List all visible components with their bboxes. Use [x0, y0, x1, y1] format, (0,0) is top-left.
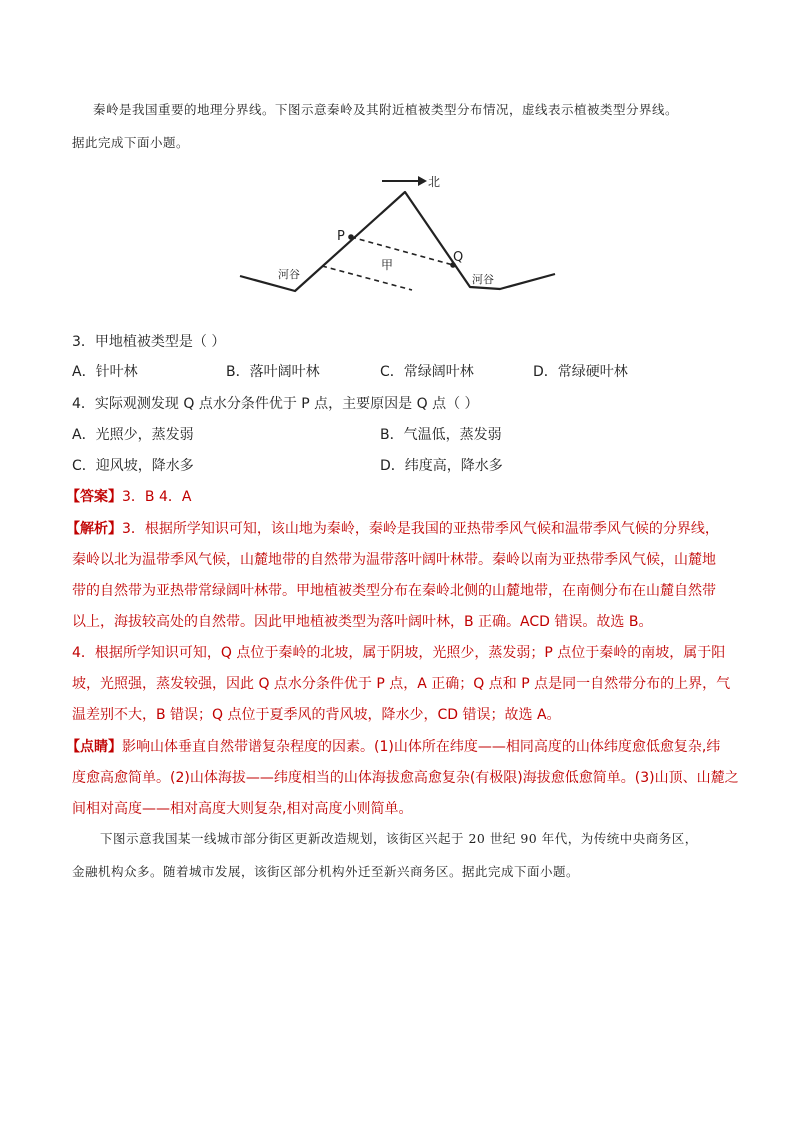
q4-option-c: C．迎风坡，降水多	[72, 458, 194, 474]
boundary-lower-dashed	[322, 266, 412, 290]
tip-text-1: 影响山体垂直自然带谱复杂程度的因素。(1)山体所在纬度——相同高度的山体纬度愈低愈复杂,纬	[122, 739, 721, 755]
answer-line	[66, 486, 191, 506]
analysis-line-7: 温差别不大，B 错误；Q 点位于夏季风的背风坡，降水少，CD 错误；故选 A。	[72, 707, 561, 723]
label-valley-right: 河谷	[472, 273, 494, 286]
q4-option-b: B．气温低，蒸发弱	[380, 427, 502, 443]
analysis-line-1	[66, 518, 719, 538]
analysis-line-3: 带的自然带为亚热带常绿阔叶林带。甲地植被类型分布在秦岭北侧的山麓地带，在南侧分布在山麓自然带	[72, 583, 716, 599]
north-label: 北	[428, 175, 441, 189]
q3-option-a: A．针叶林	[72, 364, 138, 380]
label-jia: 甲	[381, 258, 394, 272]
analysis-line-4: 以上，海拔较高处的自然带。因此甲地植被类型为落叶阔叶林，B 正确。ACD 错误。故选 B。	[72, 614, 653, 630]
analysis-line-5: 4．根据所学知识可知，Q 点位于秦岭的北坡，属于阴坡，光照少，蒸发弱；P 点位于秦岭的南坡，属于阳	[72, 645, 726, 661]
north-arrow-head	[418, 176, 427, 186]
answer-text: 3．B 4．A	[122, 489, 192, 505]
point-p	[348, 234, 354, 240]
qinling-diagram	[230, 165, 570, 300]
q3-option-c: C．常绿阔叶林	[380, 364, 474, 380]
tip-line-1	[66, 736, 720, 756]
analysis-text-1: 3．根据所学知识可知，该山地为秦岭，秦岭是我国的亚热带季风气候和温带季风气候的分界线，	[122, 521, 719, 537]
q4-option-a: A．光照少，蒸发弱	[72, 427, 194, 443]
label-q: Q	[453, 250, 464, 265]
q3-option-d: D．常绿硬叶林	[533, 364, 628, 380]
analysis-line-6: 坡，光照强，蒸发较强，因此 Q 点水分条件优于 P 点，A 正确；Q 点和 P 点是同一自然带分布的上界，气	[72, 676, 731, 692]
tip-line-3: 间相对高度——相对高度大则复杂,相对高度小则简单。	[72, 801, 413, 817]
intro-line-2: 据此完成下面小题。	[72, 135, 190, 150]
analysis-tag: 【解析】	[66, 521, 122, 537]
q4-option-d: D．纬度高，降水多	[380, 458, 503, 474]
label-p: P	[337, 229, 345, 244]
q4-stem: 4．实际观测发现 Q 点水分条件优于 P 点，主要原因是 Q 点（ ）	[72, 396, 479, 412]
tip-line-2: 度愈高愈简单。(2)山体海拔——纬度相当的山体海拔愈高愈复杂(有极限)海拔愈低愈简单。(3)山顶、山麓之	[72, 770, 739, 786]
intro-line-1: 秦岭是我国重要的地理分界线。下图示意秦岭及其附近植被类型分布情况，虚线表示植被类型分界线。	[93, 102, 679, 117]
label-valley-left: 河谷	[278, 268, 300, 281]
q3-stem: 3．甲地植被类型是（ ）	[72, 334, 226, 350]
q3-option-b: B．落叶阔叶林	[226, 364, 320, 380]
answer-tag: 【答案】	[66, 489, 122, 505]
intro2-line-2: 金融机构众多。随着城市发展，该街区部分机构外迁至新兴商务区。据此完成下面小题。	[72, 864, 580, 879]
intro2-line-1: 下图示意我国某一线城市部分街区更新改造规划，该街区兴起于 20 世纪 90 年代，为传统中央商务区，	[100, 831, 698, 846]
analysis-line-2: 秦岭以北为温带季风气候，山麓地带的自然带为温带落叶阔叶林带。秦岭以南为亚热带季风气候，山麓地	[72, 552, 716, 568]
tip-tag: 【点睛】	[66, 739, 122, 755]
